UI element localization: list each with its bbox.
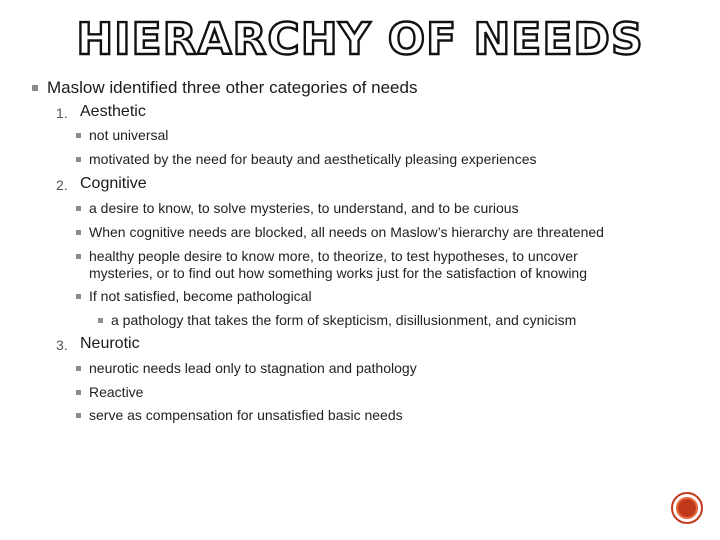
list-item: healthy people desire to know more, to theorize, to test hypotheses, to uncover [89, 248, 578, 264]
bullet-icon [76, 254, 81, 259]
circle-button-icon[interactable] [671, 492, 703, 524]
bullet-icon [76, 133, 81, 138]
bullet-icon [76, 206, 81, 211]
bullet-icon [76, 366, 81, 371]
bullet-icon [76, 230, 81, 235]
category-number: 2. [56, 177, 68, 193]
list-item: not universal [89, 127, 169, 143]
list-item: a desire to know, to solve mysteries, to understand, and to be curious [89, 200, 519, 216]
category-aesthetic: Aesthetic [80, 103, 146, 120]
bullet-icon [76, 390, 81, 395]
category-number: 3. [56, 337, 68, 353]
bullet-icon [32, 85, 38, 91]
category-number: 1. [56, 105, 68, 121]
circle-button-inner-icon [676, 497, 698, 519]
list-item-continuation: mysteries, or to find out how something works just for the satisfaction of knowing [89, 265, 588, 281]
slide-title: HIERARCHY OF NEEDS [76, 14, 644, 65]
sub-list-item: a pathology that takes the form of skepticism, disillusionment, and cynicism [111, 312, 577, 328]
list-item: serve as compensation for unsatisfied basic needs [89, 407, 403, 423]
intro-text: Maslow identified three other categories of needs [47, 78, 418, 97]
bullet-icon [98, 318, 103, 323]
list-item: If not satisfied, become pathological [89, 288, 312, 304]
bullet-icon [76, 413, 81, 418]
bullet-icon [76, 294, 81, 299]
list-item: Reactive [89, 384, 144, 400]
category-neurotic: Neurotic [80, 335, 140, 352]
list-item: motivated by the need for beauty and aesthetically pleasing experiences [89, 151, 537, 167]
list-item: neurotic needs lead only to stagnation and pathology [89, 360, 417, 376]
category-cognitive: Cognitive [80, 175, 147, 192]
bullet-icon [76, 157, 81, 162]
list-item: When cognitive needs are blocked, all needs on Maslow’s hierarchy are threatened [89, 224, 604, 240]
